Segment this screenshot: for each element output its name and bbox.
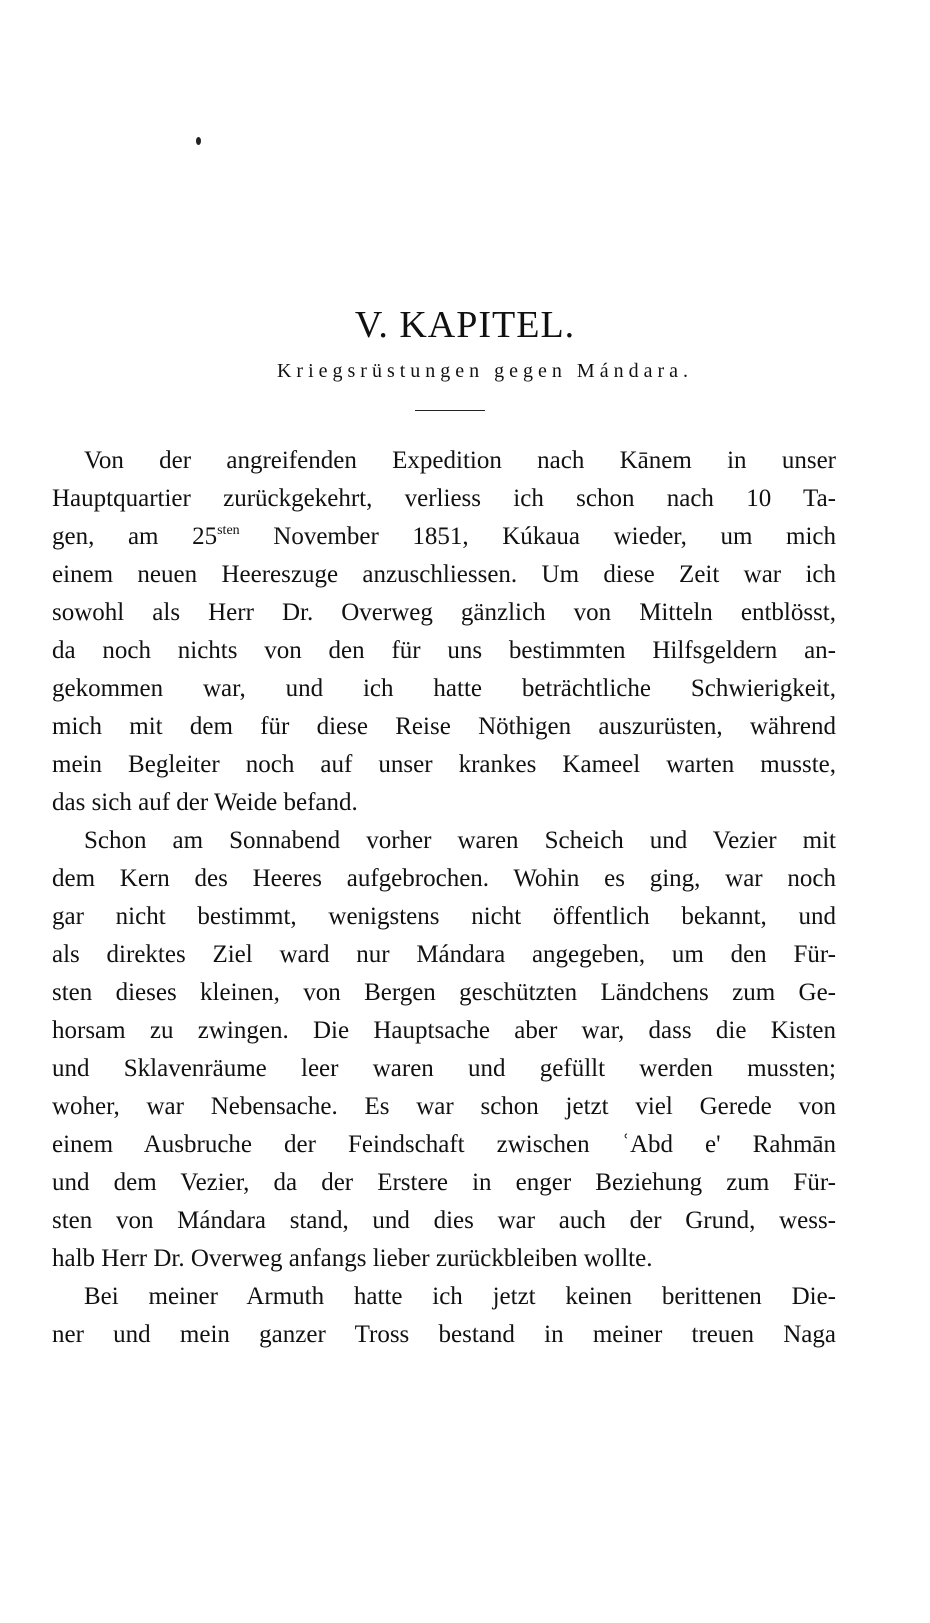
text-fragment: gen, am 25 <box>52 523 218 550</box>
text-line: Schon am Sonnabend vorher waren Scheich und Vezier mit <box>84 827 836 854</box>
text-line: gekommen war, und ich hatte beträchtliche Schwierigkeit, <box>52 675 836 702</box>
text-line: horsam zu zwingen. Die Hauptsache aber war, dass die Kisten <box>52 1017 836 1044</box>
superscript: sten <box>217 523 240 538</box>
title-divider <box>415 410 485 411</box>
chapter-title: V. KAPITEL. <box>354 304 576 346</box>
body-text <box>52 442 836 1354</box>
ink-speck <box>196 137 201 145</box>
text-line: sten dieses kleinen, von Bergen geschützten Ländchens zum Ge- <box>52 979 836 1006</box>
text-line: das sich auf der Weide befand. <box>52 789 358 816</box>
text-line: als direktes Ziel ward nur Mándara angegeben, um den Für- <box>52 941 836 968</box>
text-line: Hauptquartier zurückgekehrt, verliess ich schon nach 10 Ta- <box>52 485 836 512</box>
text-line: Bei meiner Armuth hatte ich jetzt keinen berittenen Die- <box>84 1283 836 1310</box>
text-line: mich mit dem für diese Reise Nöthigen auszurüsten, während <box>52 713 836 740</box>
text-line: sowohl als Herr Dr. Overweg gänzlich von Mitteln entblösst, <box>52 599 836 626</box>
text-line: ner und mein ganzer Tross bestand in meiner treuen Naga <box>52 1321 836 1348</box>
text-line: mein Begleiter noch auf unser krankes Kameel warten musste, <box>52 751 836 778</box>
text-line <box>52 518 836 556</box>
text-line: woher, war Nebensache. Es war schon jetzt viel Gerede von <box>52 1093 836 1120</box>
text-line: dem Kern des Heeres aufgebrochen. Wohin es ging, war noch <box>52 865 836 892</box>
text-line: einem neuen Heereszuge anzuschliessen. Um diese Zeit war ich <box>52 561 836 588</box>
text-line: und dem Vezier, da der Erstere in enger Beziehung zum Für- <box>52 1169 836 1196</box>
text-line: halb Herr Dr. Overweg anfangs lieber zurückbleiben wollte. <box>52 1245 653 1272</box>
text-line: einem Ausbruche der Feindschaft zwischen ʿAbd e' Rahmān <box>52 1131 836 1158</box>
text-line: und Sklavenräume leer waren und gefüllt werden mussten; <box>52 1055 836 1082</box>
text-line: da noch nichts von den für uns bestimmten Hilfsgeldern an- <box>52 637 836 664</box>
text-line: gar nicht bestimmt, wenigstens nicht öffentlich bekannt, und <box>52 903 836 930</box>
chapter-subtitle: Kriegsrüstungen gegen Mándara. <box>276 360 694 382</box>
text-fragment: November 1851, Kúkaua wieder, um mich <box>239 523 837 550</box>
text-line: Von der angreifenden Expedition nach Kānem in unser <box>84 447 836 474</box>
text-line: sten von Mándara stand, und dies war auch der Grund, wess- <box>52 1207 836 1234</box>
